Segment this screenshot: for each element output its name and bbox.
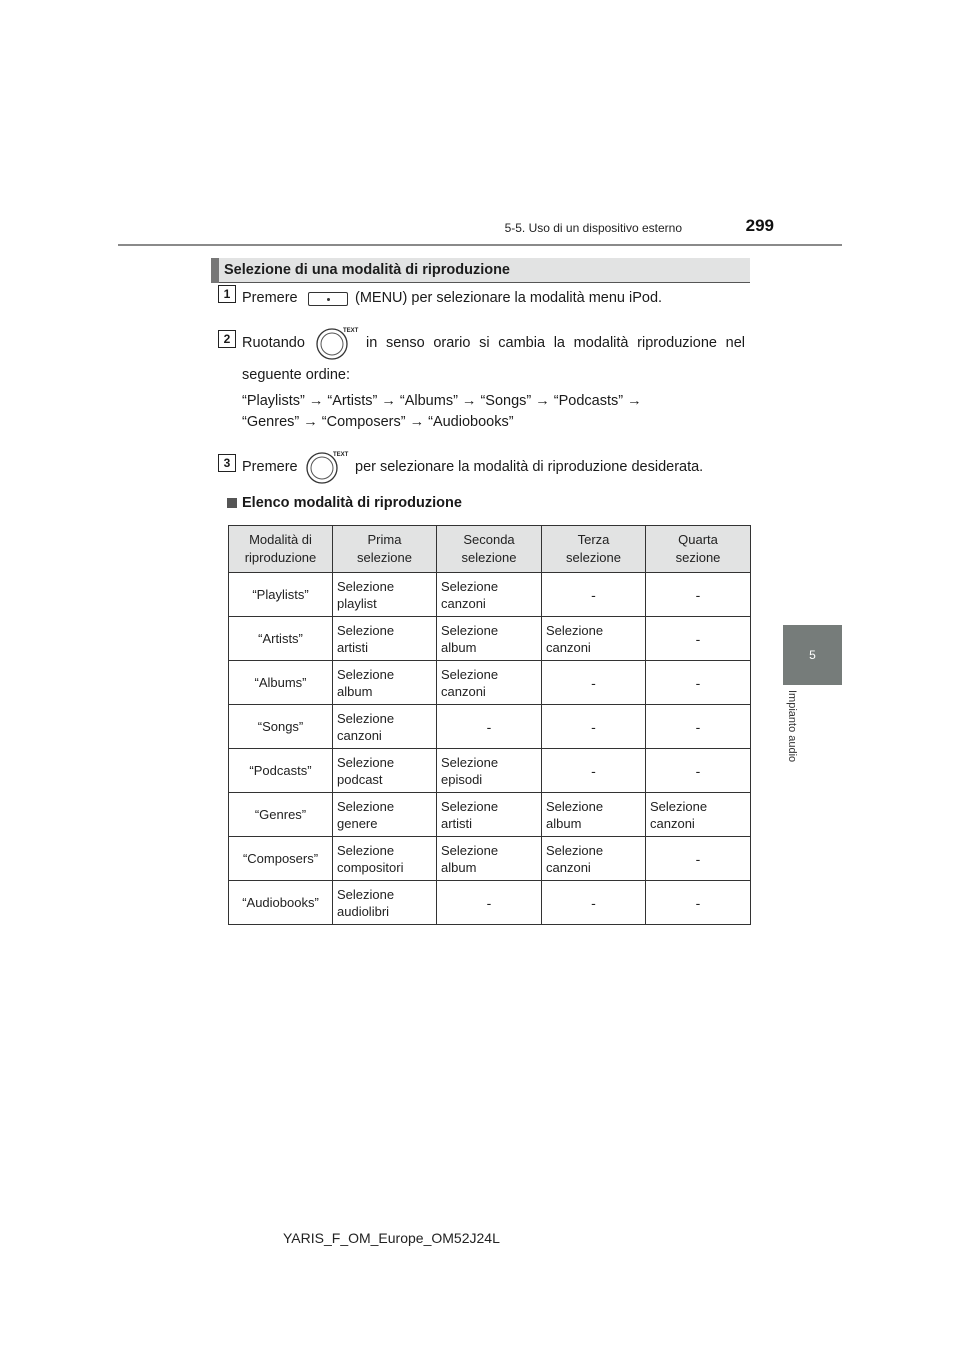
table-cell: - (646, 661, 751, 705)
table-cell-text: Selezione (337, 886, 395, 902)
table-cell: “Podcasts” (229, 749, 333, 793)
table-header-text: riproduzione (244, 550, 317, 565)
table-cell (542, 837, 646, 881)
table-row (229, 793, 751, 837)
table-cell (437, 661, 542, 705)
table-row (229, 749, 751, 793)
table-cell-text: canzoni (546, 859, 591, 875)
table-cell-text: podcast (337, 771, 383, 787)
table-cell-text: album (441, 859, 477, 875)
knob-text-label: TEXT (333, 452, 349, 458)
section-header: 5-5. Uso di un dispositivo esterno (504, 221, 682, 235)
table-cell-text: Selezione (441, 666, 499, 682)
table-cell (542, 793, 646, 837)
table-cell-text: Selezione (546, 798, 604, 814)
table-cell (333, 661, 437, 705)
chapter-tab: 5 (783, 625, 842, 685)
table-cell-text: artisti (441, 815, 473, 831)
table-cell: - (437, 705, 542, 749)
step-2-text-before: Ruotando (242, 335, 305, 351)
table-header-text: Prima (367, 532, 402, 547)
table-cell-text: canzoni (441, 595, 486, 611)
table-row (229, 661, 751, 705)
table-header-text: Terza (577, 532, 610, 547)
table-cell-text: Selezione (441, 754, 499, 770)
table-cell: “Genres” (229, 793, 333, 837)
step-2-mode-order-1: “Playlists” → “Artists” → “Albums” → “Songs” → “Podcasts” → (242, 393, 642, 409)
table-cell: - (542, 881, 646, 925)
tune-knob-icon (316, 326, 359, 362)
table-header-text: Modalità di (249, 532, 312, 547)
step-number-3: 3 (218, 454, 236, 472)
table-header-text: selezione (461, 550, 517, 565)
table-cell-text: Selezione (441, 842, 499, 858)
table-cell (333, 617, 437, 661)
table-cell-text: Selezione (337, 842, 395, 858)
table-cell: “Artists” (229, 617, 333, 661)
table-cell (437, 837, 542, 881)
subsection-bullet-icon (227, 498, 237, 508)
table-header-text: sezione (675, 550, 721, 565)
table-cell-text: canzoni (650, 815, 695, 831)
table-header-cell (229, 526, 333, 573)
chapter-label (780, 690, 810, 790)
playback-modes-table (228, 525, 751, 925)
table-cell (437, 749, 542, 793)
table-row (229, 705, 751, 749)
table-cell: - (646, 881, 751, 925)
step-2-text-after: in senso orario si cambia la modalità riproduzione nel (366, 335, 745, 351)
header-rule (118, 244, 842, 246)
table-cell: - (646, 617, 751, 661)
table-cell (333, 793, 437, 837)
menu-button-icon (308, 292, 348, 306)
step-number-2: 2 (218, 330, 236, 348)
table-cell (646, 793, 751, 837)
table-cell-text: Selezione (337, 578, 395, 594)
section-title-accent (211, 258, 219, 283)
table-cell (333, 749, 437, 793)
table-cell (333, 705, 437, 749)
step-1-text-before: Premere (242, 290, 298, 306)
table-cell-text: Selezione (441, 622, 499, 638)
table-cell: - (542, 749, 646, 793)
table-cell-text: artisti (337, 639, 369, 655)
table-cell: - (646, 749, 751, 793)
table-header-cell (646, 526, 751, 573)
table-row (229, 837, 751, 881)
table-cell: - (542, 573, 646, 617)
table-cell: “Albums” (229, 661, 333, 705)
table-cell-text: Selezione (546, 622, 604, 638)
table-cell-text: album (441, 639, 477, 655)
table-cell-text: Selezione (546, 842, 604, 858)
table-cell (333, 837, 437, 881)
chapter-label-text: Impianto audio (786, 690, 798, 763)
table-row (229, 573, 751, 617)
table-cell: - (542, 661, 646, 705)
table-cell (437, 793, 542, 837)
table-cell: “Composers” (229, 837, 333, 881)
table-cell (542, 617, 646, 661)
table-cell (333, 573, 437, 617)
table-cell-text: genere (337, 815, 378, 831)
table-header-text: Seconda (463, 532, 515, 547)
table-cell-text: audiolibri (337, 903, 390, 919)
table-cell (333, 881, 437, 925)
step-2-line-2: seguente ordine: (242, 367, 351, 383)
subsection-title: Elenco modalità di riproduzione (242, 495, 462, 511)
table-cell-text: Selezione (650, 798, 708, 814)
table-cell-text: episodi (441, 771, 483, 787)
step-3-text-after: per selezionare la modalità di riproduzione desiderata. (355, 459, 704, 475)
table-cell: “Songs” (229, 705, 333, 749)
knob-text-label: TEXT (343, 328, 359, 334)
table-header-row (229, 526, 751, 573)
table-cell-text: canzoni (337, 727, 382, 743)
table-cell-text: canzoni (546, 639, 591, 655)
table-header-text: selezione (357, 550, 412, 565)
table-cell (437, 617, 542, 661)
table-cell-text: compositori (337, 859, 404, 875)
table-cell (437, 573, 542, 617)
step-number-1: 1 (218, 285, 236, 303)
page-number: 299 (745, 216, 774, 235)
step-3-text-before: Premere (242, 459, 298, 475)
table-cell: “Playlists” (229, 573, 333, 617)
table-header-cell (437, 526, 542, 573)
table-cell-text: Selezione (337, 666, 395, 682)
table-cell: - (437, 881, 542, 925)
table-row (229, 881, 751, 925)
table-cell: - (646, 837, 751, 881)
tune-knob-icon (306, 450, 349, 486)
table-cell-text: Selezione (441, 578, 499, 594)
table-cell: - (646, 573, 751, 617)
table-cell-text: playlist (337, 595, 377, 611)
table-header-text: selezione (566, 550, 621, 565)
table-cell-text: Selezione (441, 798, 499, 814)
table-cell: “Audiobooks” (229, 881, 333, 925)
table-cell-text: Selezione (337, 754, 395, 770)
table-header-cell (333, 526, 437, 573)
table-row (229, 617, 751, 661)
table-header-cell (542, 526, 646, 573)
table-cell-text: Selezione (337, 798, 395, 814)
section-title: Selezione di una modalità di riproduzione (224, 262, 510, 278)
table-cell-text: album (337, 683, 373, 699)
table-cell-text: Selezione (337, 710, 395, 726)
step-1-text-after: (MENU) per selezionare la modalità menu iPod. (355, 290, 663, 306)
table-cell-text: Selezione (337, 622, 395, 638)
step-2-mode-order-2: “Genres” → “Composers” → “Audiobooks” (242, 414, 514, 430)
document-id: YARIS_F_OM_Europe_OM52J24L (283, 1230, 500, 1246)
table-cell: - (646, 705, 751, 749)
table-cell: - (542, 705, 646, 749)
table-cell-text: canzoni (441, 683, 486, 699)
table-cell-text: album (546, 815, 582, 831)
table-header-text: Quarta (678, 532, 718, 547)
